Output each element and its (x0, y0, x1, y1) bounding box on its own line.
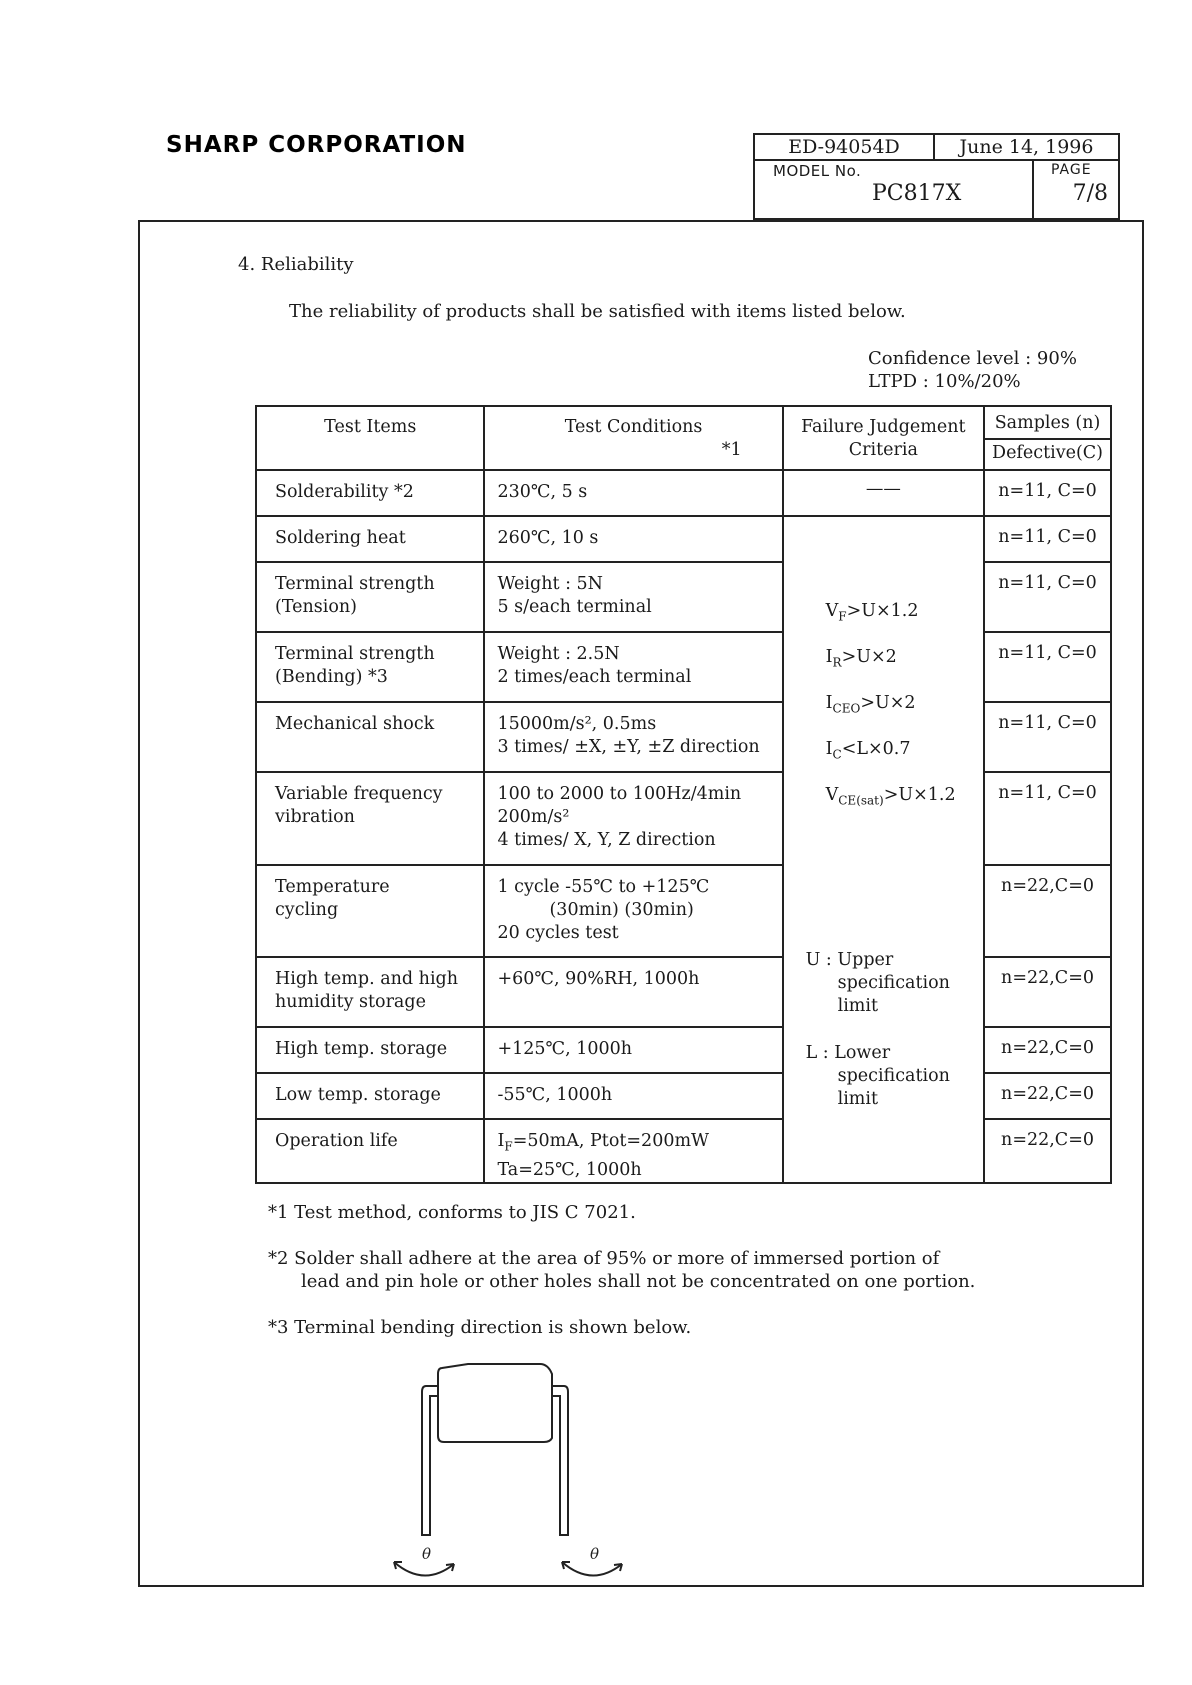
document-number: ED-94054D (755, 135, 935, 159)
header-test-conditions: Test Conditions *1 (484, 406, 782, 470)
samples: n=22,C=0 (984, 957, 1111, 1027)
test-condition: 230℃, 5 s (484, 470, 782, 516)
criteria-iceo: $I_{CEO}>U\times 2$ (825, 693, 916, 716)
section-title: 4. Reliability (238, 254, 354, 275)
right-lead (552, 1386, 568, 1535)
header-divider (1032, 159, 1034, 218)
model-label: MODEL No. (773, 162, 862, 180)
test-condition: 100 to 2000 to 100Hz/4min 200m/s² 4 times/ X, Y, Z direction (484, 772, 782, 865)
header-samples: Samples (n) Defective(C) (984, 406, 1111, 470)
test-item: Solderability *2 (256, 470, 484, 516)
test-condition: +125℃, 1000h (484, 1027, 782, 1073)
test-item: Terminal strength (Bending) *3 (256, 632, 484, 702)
table-row (256, 516, 1111, 562)
header-row (755, 135, 1118, 161)
reliability-table (255, 405, 1112, 1184)
document-date: June 14, 1996 (959, 136, 1094, 158)
lower-limit-definition: L : Lower specification limit (805, 1043, 950, 1109)
test-item: Mechanical shock (256, 702, 484, 772)
samples: n=11, C=0 (984, 632, 1111, 702)
test-condition: -55℃, 1000h (484, 1073, 782, 1119)
test-item: Soldering heat (256, 516, 484, 562)
document-header-box (753, 133, 1120, 220)
test-condition: 15000m/s², 0.5ms 3 times/ ±X, ±Y, ±Z direction (484, 702, 782, 772)
test-item: Terminal strength (Tension) (256, 562, 484, 632)
samples: n=22,C=0 (984, 865, 1111, 957)
confidence-block (868, 347, 1077, 393)
criteria-ic: $I_C<L\times 0.7$ (825, 739, 911, 762)
upper-limit-definition: U : Upper specification limit (805, 950, 950, 1016)
conditions-footnote-mark: *1 (721, 440, 742, 460)
test-item: Low temp. storage (256, 1073, 484, 1119)
samples: n=11, C=0 (984, 772, 1111, 865)
left-bend-arrow (394, 1562, 454, 1576)
samples: n=11, C=0 (984, 562, 1111, 632)
footnote-3: *3 Terminal bending direction is shown below. (268, 1317, 692, 1338)
company-name: SHARP CORPORATION (166, 132, 467, 158)
test-item: Variable frequency vibration (256, 772, 484, 865)
criteria-ir: $I_R>U\times 2$ (825, 647, 897, 670)
left-lead (422, 1386, 438, 1535)
test-item: High temp. and high humidity storage (256, 957, 484, 1027)
header-failure-criteria: Failure Judgement Criteria (783, 406, 984, 470)
footnote-2: *2 Solder shall adhere at the area of 95% or more of immersed portion of lead and pin hole or other holes shall not be concentrated on one portion. (268, 1248, 976, 1292)
page-label: PAGE (1051, 162, 1092, 178)
test-item: Operation life (256, 1119, 484, 1183)
criteria-solderability: —— (783, 470, 984, 516)
terminal-bending-diagram (380, 1360, 640, 1585)
samples: n=11, C=0 (984, 702, 1111, 772)
samples: n=11, C=0 (984, 470, 1111, 516)
test-condition: Weight : 2.5N 2 times/each terminal (484, 632, 782, 702)
confidence-level: Confidence level : 90% (868, 348, 1077, 369)
section-intro: The reliability of products shall be satisfied with items listed below. (289, 301, 906, 322)
left-angle-label: θ (422, 1545, 432, 1563)
footnote-1: *1 Test method, conforms to JIS C 7021. (268, 1202, 636, 1223)
table-row (256, 470, 1111, 516)
criteria-vce: $V_{CE(sat)}>U\times 1.2$ (825, 785, 956, 808)
samples: n=22,C=0 (984, 1073, 1111, 1119)
test-condition: 1 cycle -55℃ to +125℃ (30min) (30min) 20 cycles test (484, 865, 782, 957)
operation-life-current: $I_F=50mA$, Ptot=200mW (497, 1131, 710, 1154)
failure-criteria-cell (783, 516, 984, 1183)
samples: n=22,C=0 (984, 1119, 1111, 1183)
model-number: PC817X (872, 181, 962, 206)
test-condition: Weight : 5N 5 s/each terminal (484, 562, 782, 632)
ltpd: LTPD : 10%/20% (868, 371, 1021, 392)
header-test-items: Test Items (256, 406, 484, 470)
page-number: 7/8 (1072, 181, 1108, 206)
test-condition: +60℃, 90%RH, 1000h (484, 957, 782, 1027)
test-item: Temperature cycling (256, 865, 484, 957)
criteria-vf: $V_F>U\times 1.2$ (825, 601, 919, 624)
table-header-row (256, 406, 1111, 470)
test-item: High temp. storage (256, 1027, 484, 1073)
package-body (438, 1364, 552, 1442)
right-angle-label: θ (590, 1545, 600, 1563)
samples: n=22,C=0 (984, 1027, 1111, 1073)
samples: n=11, C=0 (984, 516, 1111, 562)
right-bend-arrow (562, 1562, 622, 1576)
test-condition: 260℃, 10 s (484, 516, 782, 562)
test-condition: $I_F=50mA$, Ptot=200mW Ta=25℃, 1000h (484, 1119, 782, 1183)
